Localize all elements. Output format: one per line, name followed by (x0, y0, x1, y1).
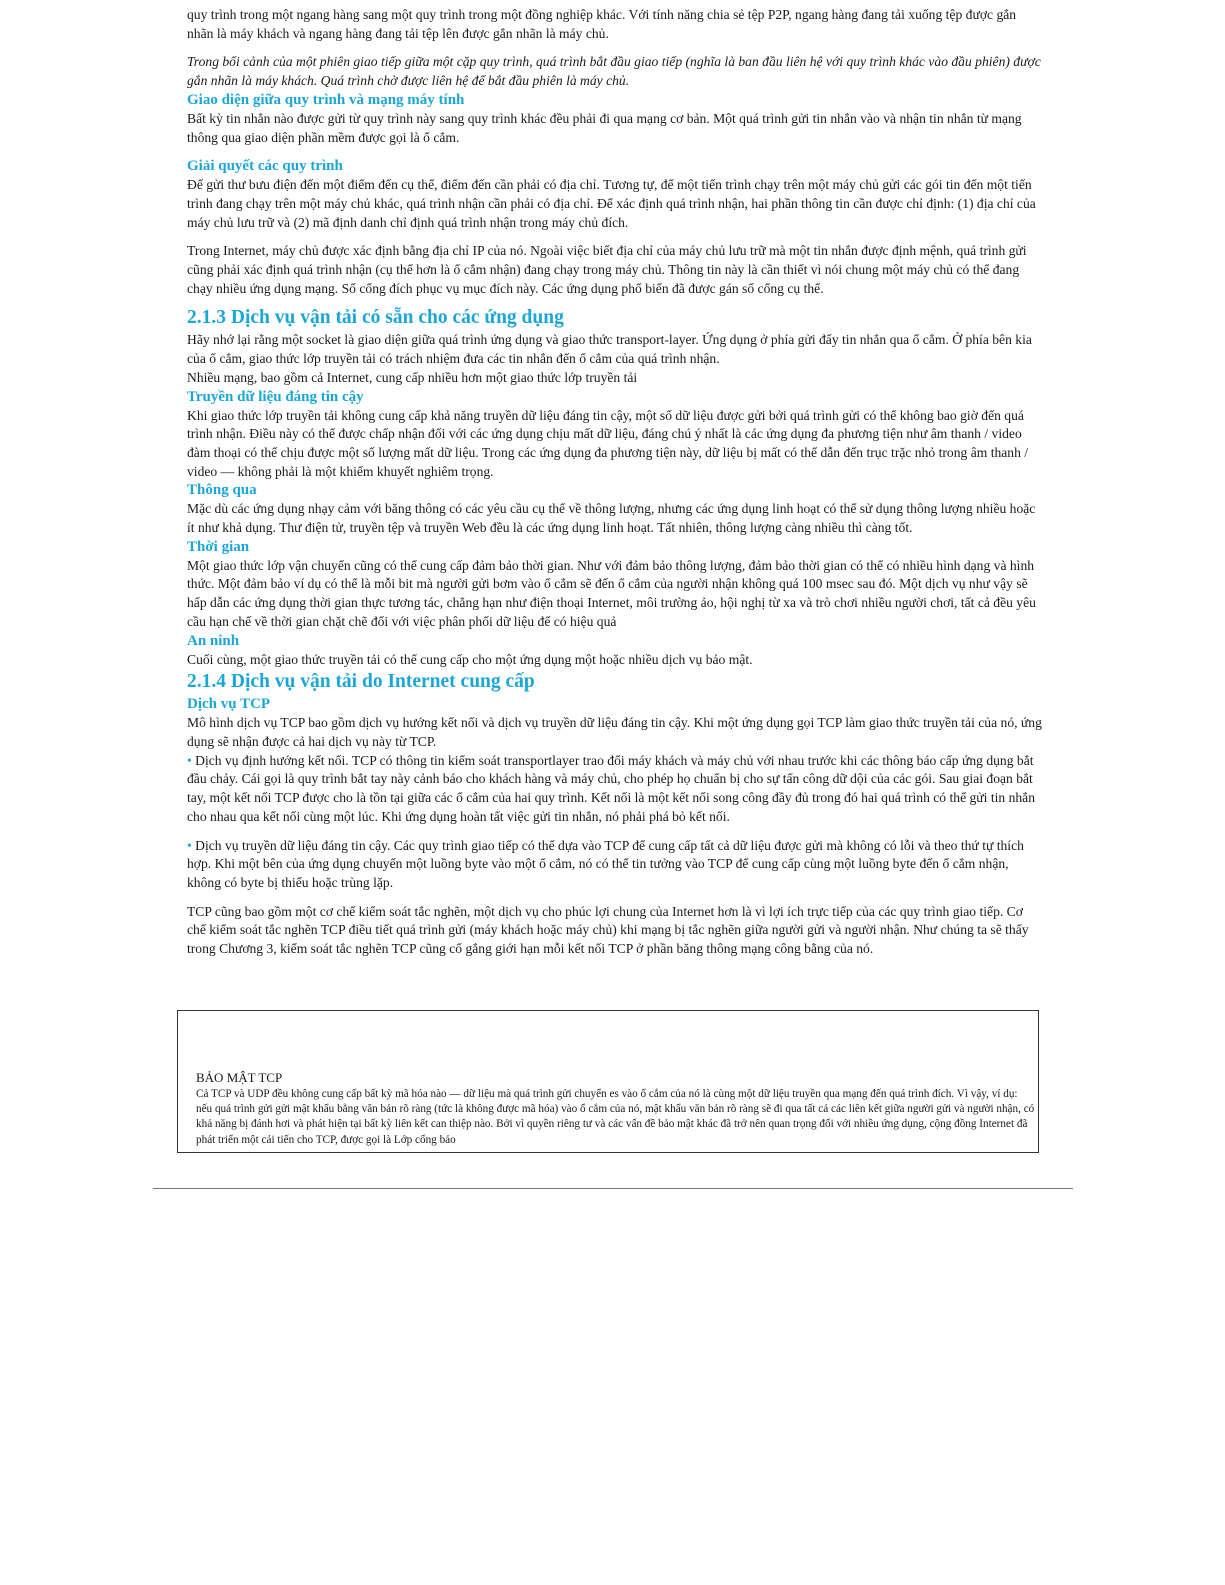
bullet-icon: • (187, 837, 192, 853)
document-body (187, 6, 1042, 959)
section-heading: Thông qua (187, 482, 257, 499)
paragraph: Hãy nhớ lại rằng một socket là giao diện giữa quá trình ứng dụng và giao thức transport-layer. Ứng dụng ở phía gửi đẩy tin nhắn qua ổ cắm. Ở phía bên kia của ổ cắm, giao thức lớp truyền tải có trách nhiệm đưa các tin nhắn đến ổ cắm của quá trình nhận. (187, 332, 1032, 367)
section-heading: Truyền dữ liệu đáng tin cậy (187, 388, 364, 405)
section-heading: Thời gian (187, 538, 250, 555)
section-heading: An ninh (187, 632, 240, 649)
paragraph: quy trình trong một ngang hàng sang một quy trình trong một đồng nghiệp khác. Với tính năng chia sẻ tệp P2P, ngang hàng đang tải xuống tệp được gắn nhãn là máy khách và ngang hàng đang tải tệp lên được gắn nhãn là máy chủ. (187, 7, 1017, 41)
paragraph-italic: Trong bối cảnh của một phiên giao tiếp giữa một cặp quy trình, quá trình bắt đầu giao tiếp (nghĩa là ban đầu liên hệ với quy trình khác vào đầu phiên) được gắn nhãn là máy khách. Quá trình chờ được liên hệ để bắt đầu phiên là máy chủ. (187, 54, 1041, 89)
chapter-heading: 2.1.3 Dịch vụ vận tải có sẵn cho các ứng dụng (187, 307, 564, 329)
sidebar-title: BẢO MẬT TCP (196, 1070, 283, 1085)
paragraph: Trong Internet, máy chủ được xác định bằng địa chỉ IP của nó. Ngoài việc biết địa chỉ của máy chủ lưu trữ mà một tin nhắn được định mệnh, quá trình gửi cũng phải xác định quá trình nhận (cụ thể hơn là ổ cắm nhận) đang chạy trong máy chủ. Thông tin này là cần thiết vì nói chung một máy chủ có thể đang chạy nhiều ứng dụng mạng. Số cổng đích phục vụ mục đích này. Các ứng dụng phổ biến đã được gán số cổng cụ thể. (187, 243, 1027, 296)
paragraph: Mặc dù các ứng dụng nhạy cảm với băng thông có các yêu cầu cụ thể về thông lượng, nhưng các ứng dụng linh hoạt có thể sử dụng thông lượng nhiều hoặc ít như khả dụng. Thư điện tử, truyền tệp và truyền Web đều là các ứng dụng linh hoạt. Tất nhiên, thông lượng càng nhiều thì càng tốt. (187, 501, 1036, 536)
bullet-text: Dịch vụ định hướng kết nối. TCP có thông tin kiểm soát transportlayer trao đổi máy khách và máy chủ với nhau trước khi các thông báo cấp ứng dụng bắt đầu chảy. Cái gọi là quy trình bắt tay này cảnh báo cho khách hàng và máy chủ, cho phép họ chuẩn bị cho sự tấn công dữ dội của các gói. Sau giai đoạn bắt tay, một kết nối TCP được cho là tồn tại giữa các ổ cắm của hai quy trình. Kết nối là một kết nối song công đầy đủ trong đó hai quá trình có thể gửi tin nhắn cho nhau qua kết nối cùng một lúc. Khi ứng dụng hoàn tất việc gửi tin nhắn, nó phải phá bỏ kết nối. (187, 752, 1036, 824)
paragraph: Bất kỳ tin nhắn nào được gửi từ quy trình này sang quy trình khác đều phải đi qua mạng cơ bản. Một quá trình gửi tin nhắn vào và nhận tin nhắn từ mạng thông qua giao diện phần mềm được gọi là ổ cắm. (187, 110, 1022, 145)
paragraph: Nhiều mạng, bao gồm cả Internet, cung cấp nhiều hơn một giao thức lớp truyền tải (187, 369, 638, 385)
bullet-icon: • (187, 752, 192, 768)
bullet-text: Dịch vụ truyền dữ liệu đáng tin cậy. Các quy trình giao tiếp có thể dựa vào TCP để cung cấp tất cả dữ liệu được gửi mà không có lỗi và theo thứ tự thích hợp. Khi một bên của ứng dụng chuyển một luồng byte vào một ổ cắm, nó có thể tin tưởng vào TCP để cung cấp cùng một luồng byte đến ổ cắm nhận, không có byte bị thiếu hoặc trùng lặp. (187, 837, 1024, 890)
page-divider (153, 1188, 1073, 1189)
bullet-paragraph (187, 752, 1042, 827)
chapter-heading: 2.1.4 Dịch vụ vận tải do Internet cung cấp (187, 671, 535, 693)
paragraph: Mô hình dịch vụ TCP bao gồm dịch vụ hướng kết nối và dịch vụ truyền dữ liệu đáng tin cậy. Khi một ứng dụng gọi TCP làm giao thức truyền tải của nó, ứng dụng sẽ nhận được cả hai dịch vụ này từ TCP. (187, 715, 1042, 749)
bullet-paragraph (187, 837, 1042, 893)
paragraph: Để gửi thư bưu điện đến một điểm đến cụ thể, điểm đến cần phải có địa chỉ. Tương tự, để một tiến trình chạy trên một máy chủ gửi các gói tin đến một tiến trình đang chạy trên một máy chủ khác, quá trình nhận cần phải có địa chỉ. Để xác định quá trình nhận, hai phần thông tin cần được chỉ định: (1) địa chỉ của máy chủ lưu trữ và (2) mã định danh chỉ định quá trình nhận trong máy chủ đích. (187, 177, 1036, 230)
section-heading: Dịch vụ TCP (187, 696, 271, 713)
sidebar-content (196, 1070, 1036, 1148)
sidebar-text: Cả TCP và UDP đều không cung cấp bất kỳ mã hóa nào — dữ liệu mà quá trình gửi chuyển es vào ổ cắm của nó là cùng một dữ liệu truyền qua mạng đến quá trình đích. Vì vậy, ví dụ: nếu quá trình gửi gửi mật khẩu bằng văn bản rõ ràng (tức là không được mã hóa) vào ổ cắm của nó, mật khẩu văn bản rõ ràng sẽ đi qua tất cả các liên kết giữa người gửi và người nhận, có khả năng bị đánh hơi và phát hiện tại bất kỳ liên kết can thiệp nào. Bởi vì quyền riêng tư và các vấn đề bảo mật khác đã trở nên quan trọng đối với nhiều ứng dụng, cộng đồng Internet đã phát triển một cải tiến cho TCP, được gọi là Lớp cổng bảo (196, 1088, 1035, 1146)
paragraph: Một giao thức lớp vận chuyển cũng có thể cung cấp đảm bảo thời gian. Như với đảm bảo thông lượng, đảm bảo thời gian có thể có nhiều hình dạng và hình thức. Một đảm bảo ví dụ có thể là mỗi bit mà người gửi bơm vào ổ cắm sẽ đến ổ cắm của người nhận không quá 100 msec sau đó. Một dịch vụ như vậy sẽ hấp dẫn các ứng dụng thời gian thực tương tác, chẳng hạn như điện thoại Internet, môi trường ảo, hội nghị từ xa và trò chơi nhiều người chơi, tất cả đều yêu cầu hạn chế về thời gian chặt chẽ đối với việc phân phối dữ liệu để có hiệu quả (187, 557, 1036, 629)
paragraph: TCP cũng bao gồm một cơ chế kiểm soát tắc nghẽn, một dịch vụ cho phúc lợi chung của Internet hơn là vì lợi ích trực tiếp của các quy trình giao tiếp. Cơ chế kiểm soát tắc nghẽn TCP điều tiết quá trình gửi (máy khách hoặc máy chủ) khi mạng bị tắc nghẽn giữa người gửi và người nhận. Như chúng ta sẽ thấy trong Chương 3, kiểm soát tắc nghẽn TCP cũng cố gắng giới hạn mỗi kết nối TCP ở phần băng thông mạng công bằng của nó. (187, 903, 1029, 957)
paragraph: Khi giao thức lớp truyền tải không cung cấp khả năng truyền dữ liệu đáng tin cậy, một số dữ liệu được gửi bởi quá trình gửi có thể không bao giờ đến quá trình nhận. Điều này có thể được chấp nhận đối với các ứng dụng chịu mất dữ liệu, đáng chú ý nhất là các ứng dụng đa phương tiện như âm thanh / video đàm thoại có thể chịu được một số lượng mất dữ liệu. Trong các ứng dụng đa phương tiện này, dữ liệu bị mất có thể dẫn đến trục trặc nhỏ trong âm thanh / video — không phải là một khiếm khuyết nghiêm trọng. (187, 407, 1029, 479)
paragraph: Cuối cùng, một giao thức truyền tải có thể cung cấp cho một ứng dụng một hoặc nhiều dịch vụ bảo mật. (187, 651, 753, 667)
section-heading: Giải quyết các quy trình (187, 158, 343, 175)
section-heading: Giao diện giữa quy trình và mạng máy tính (187, 91, 465, 108)
